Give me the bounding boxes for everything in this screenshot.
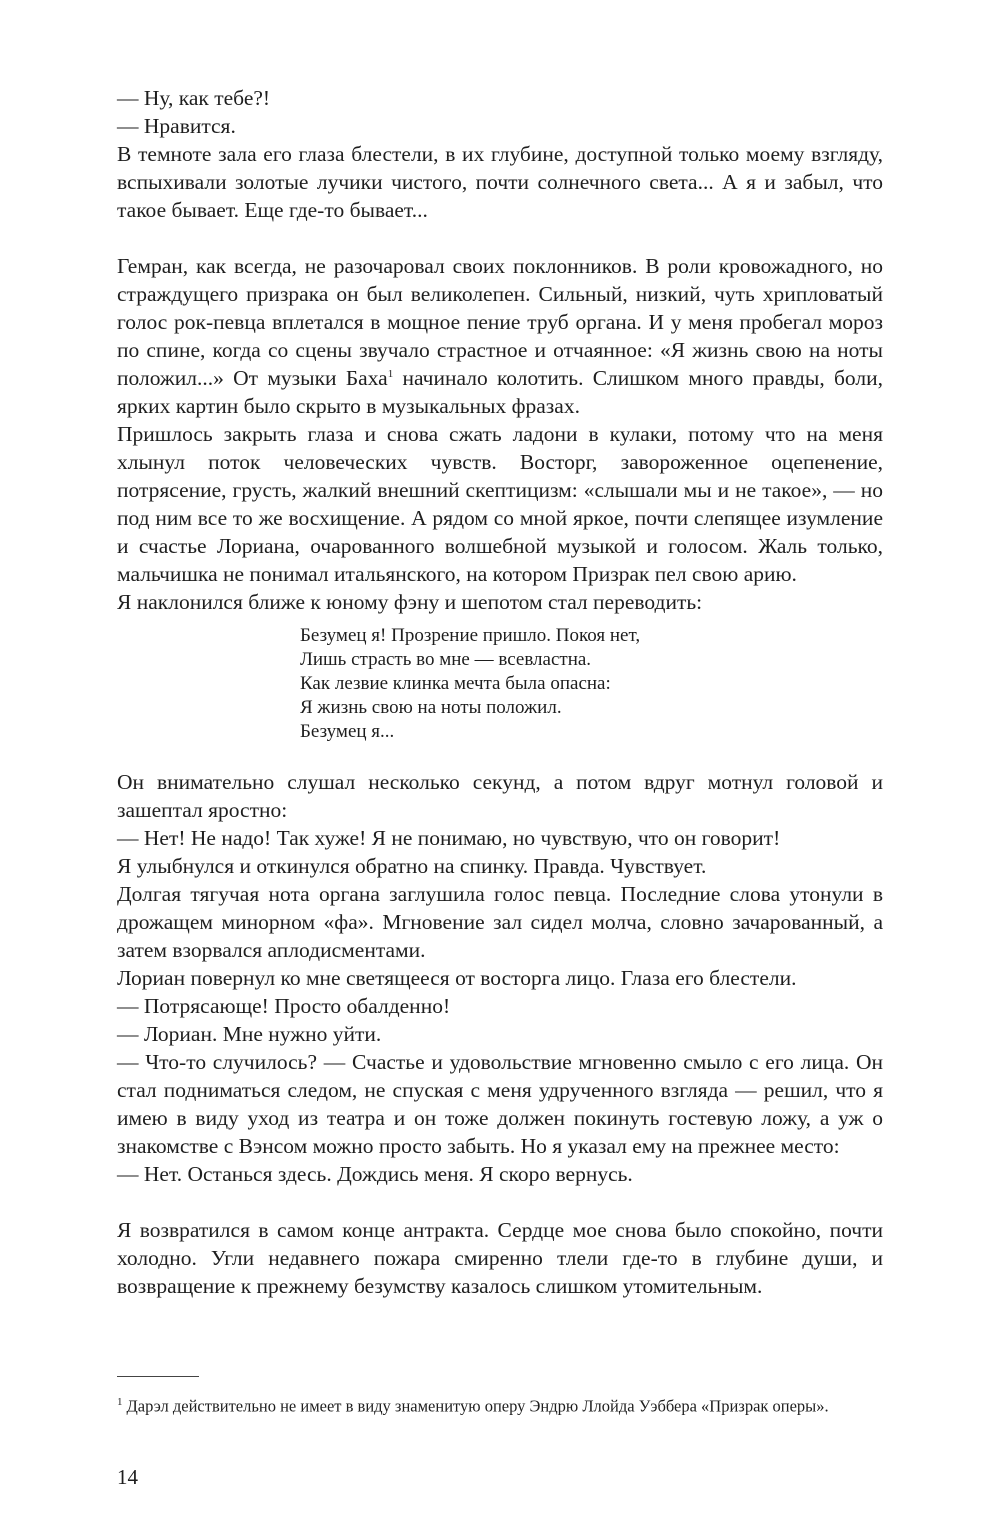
poem-line: Как лезвие клинка мечта была опасна: [300,673,611,694]
dialogue-line: — Нет. Останься здесь. Дождись меня. Я скоро вернусь. [117,1162,633,1186]
footnote-number: 1 [117,1396,123,1408]
paragraph: Я улыбнулся и откинулся обратно на спинку. Правда. Чувствует. [117,854,707,878]
paragraph: Я возвратился в самом конце антракта. Сердце мое снова было спокойно, почти холодно. Угли недавнего пожара смиренно тлели где-то в глубине души, и возвращение к прежнему безумству казалось слишком утомительным. [117,1218,883,1298]
poem-line: Безумец я... [300,721,395,742]
main-text [117,84,883,1300]
page-number: 14 [117,1465,138,1489]
poem-line: Лишь страсть во мне — всевластна. [300,649,592,670]
section-gap [117,224,883,252]
paragraph: В темноте зала его глаза блестели, в их глубине, доступной только моему взгляду, вспыхивали золотые лучики чистого, почти солнечного света... А я и забыл, что такое бывает. Еще где-то бывает... [117,142,883,222]
dialogue-line: — Ну, как тебе?! [117,86,271,110]
section-gap [117,754,883,768]
paragraph: Долгая тягучая нота органа заглушила голос певца. Последние слова утонули в дрожащем минорном «фа». Мгновение зал сидел молча, словно зачарованный, а затем взорвался аплодисментами. [117,882,883,962]
paragraph-with-note [117,252,883,420]
paragraph-text-part2: начинало колотить. Слишком много правды, боли, ярких картин было скрыто в музыкальных фразах. [117,366,883,418]
dialogue-line: — Нравится. [117,114,236,138]
poem-line: Безумец я! Прозрение пришло. Покоя нет, [300,625,641,646]
paragraph: Лориан повернул ко мне светящееся от восторга лицо. Глаза его блестели. [117,966,797,990]
paragraph: Он внимательно слушал несколько секунд, а потом вдруг мотнул головой и зашептал яростно: [117,770,883,822]
dialogue-line: — Потрясающе! Просто обалденно! [117,994,451,1018]
footnote-marker: 1 [387,367,394,380]
paragraph: Я наклонился ближе к юному фэну и шепотом стал переводить: [117,590,703,614]
footnote-divider [117,1376,199,1377]
footnote [117,1390,883,1419]
paragraph-text-part1: Гемран, как всегда, не разочаровал своих поклонников. В роли кровожадного, но страждущего призрака он был великолепен. Сильный, низкий, чуть хрипловатый голос рок-певца вплетался в мощное пение труб органа. И у меня пробегал мороз по спине, когда со сцены звучало страстное и отчаянное: «Я жизнь свою на ноты положил...» От музыки Баха [117,254,883,390]
poem-quote [300,624,883,744]
poem-line: Я жизнь свою на ноты положил. [300,697,562,718]
section-gap [117,1188,883,1216]
paragraph: Пришлось закрыть глаза и снова сжать ладони в кулаки, потому что на меня хлынул поток человеческих чувств. Восторг, завороженное оцепенение, потрясение, грусть, жалкий внешний скептицизм: «слышали мы и не такое», — но под ним все то же восхищение. А рядом со мной яркое, почти слепящее изумление и счастье Лориана, очарованного волшебной музыкой и голосом. Жаль только, мальчишка не понимал итальянского, на котором Призрак пел свою арию. [117,422,883,586]
dialogue-line: — Нет! Не надо! Так хуже! Я не понимаю, но чувствую, что он говорит! [117,826,781,850]
dialogue-line: — Что-то случилось? — Счастье и удовольствие мгновенно смыло с его лица. Он стал подниматься следом, не спуская с меня удрученного взгляда — решил, что я имею в виду уход из театра и он тоже должен покинуть гостевую ложу, а уж о знакомстве с Вэнсом можно просто забыть. Но я указал ему на прежнее место: [117,1050,883,1158]
dialogue-line: — Лориан. Мне нужно уйти. [117,1022,382,1046]
footnote-text: Дарэл действительно не имеет в виду знаменитую оперу Эндрю Ллойда Уэббера «Призрак оперы». [126,1396,829,1416]
